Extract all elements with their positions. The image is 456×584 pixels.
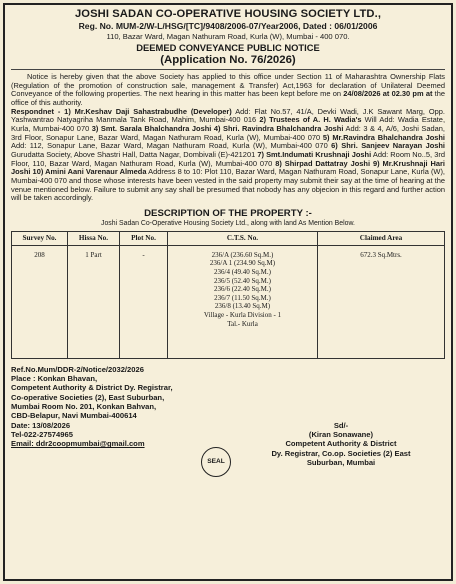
room-line: Mumbai Room No. 201, Konkan Bahvan, bbox=[11, 402, 157, 412]
respondent-5-address: Add: 112, Sonapur Lane, Bazar Ward, Magan Nathuram Road, Kurla (W), Mumbai-400 070 bbox=[11, 141, 332, 151]
belapur-line: CBD-Belapur, Navi Mumbai-400614 bbox=[11, 411, 137, 421]
cts-line: 236/4 (49.40 Sq.M.) bbox=[214, 268, 271, 277]
respondent-1: Respondnet - 1) Mr.Keshav Daji Sahastrabudhe (Developer) bbox=[11, 106, 232, 116]
signatory-location: Suburban, Mumbai bbox=[306, 458, 376, 468]
respondent-5: 5) Mr.Ravindra Bhalchandra Joshi bbox=[322, 132, 445, 142]
society-name: JOSHI SADAN CO-OPERATIVE HOUSING SOCIETY LTD., bbox=[74, 8, 382, 20]
respondent-6: 6) Shri. Sanjeev Narayan Joshi bbox=[331, 141, 446, 151]
property-title: DESCRIPTION OF THE PROPERTY :- bbox=[144, 207, 312, 219]
cts-line: 236/8 (13.40 Sq.M) bbox=[214, 302, 271, 311]
reference-number: Ref.No.Mum/DDR-2/Notice/2032/2026 bbox=[11, 364, 144, 374]
telephone: Tel-022-27574965 bbox=[11, 429, 73, 439]
society-address: 110, Bazar Ward, Magan Nathuram Road, Kurla (W), Mumbai - 400 070. bbox=[106, 32, 350, 41]
table-row bbox=[12, 245, 445, 358]
cts-line: 236/7 (11.50 Sq.M.) bbox=[214, 293, 271, 302]
col-survey: Survey No. bbox=[12, 231, 68, 245]
intro-text-end: the office of this authority. bbox=[11, 89, 446, 107]
application-number: (Application No. 76/2026) bbox=[160, 54, 296, 66]
cts-village: Village - Kurla Division - 1 bbox=[203, 311, 282, 319]
property-subtitle: Joshi Sadan Co-Operative Housing Society Ltd., along with land As Mention Below. bbox=[101, 219, 355, 227]
cts-line: 236/6 (22.40 Sq.M.) bbox=[214, 285, 271, 294]
cts-line: 236/5 (52.40 Sq.M.) bbox=[214, 276, 271, 285]
respondent-7: 7) Smt.Indumati Krushnaji Joshi bbox=[257, 149, 372, 159]
respondent-8-10-address: Address 8 to 10: Plot 110, Bazar Ward, Magan Nathuram Road, Sonapur Lane, Kurla (W), Mumbai-400 070 and those whose interests have been vested in the said property may submit their say at the time of hearing at the venue mentioned below. Failure to submit any say shall be presumed that nobody has any objecion in this regard and further action will be taken accordingly. bbox=[11, 167, 445, 203]
authority-line: Competent Authority & District Dy. Registrar, bbox=[11, 383, 173, 393]
respondent-3-4: 3) Smt. Sarala Bhalchandra Joshi 4) Shri. Ravindra Bhalchandra Joshi bbox=[91, 123, 344, 133]
signed-mark: Sd/- bbox=[333, 420, 349, 430]
col-cts: C.T.S. No. bbox=[168, 231, 318, 245]
email-link[interactable]: Email: ddr2coopmumbai@gmail.com bbox=[11, 439, 145, 449]
cts-taluka: Tal.- Kurla bbox=[227, 319, 258, 328]
respondent-2: 2) Trustees of A. H. Wadia's bbox=[259, 115, 362, 125]
place: Place : Konkan Bhavan, bbox=[11, 374, 98, 384]
col-area: Claimed Area bbox=[318, 231, 445, 245]
respondent-3-4-address: Add: 3 & 4, A/6, Joshi Sadan, 3rd Floor, Sonapur Lane, Bazar Ward, Magan Nathuram Road, Kurla (W), Mumbai-400 070 bbox=[11, 123, 445, 142]
signatory-office: Dy. Registrar, Co.op. Societies (2) East bbox=[271, 448, 411, 458]
office-details bbox=[11, 365, 243, 449]
cts-line: 236/A 1 (234.90 Sq.M) bbox=[209, 259, 276, 268]
signatory-title: Competent Authority & District bbox=[285, 439, 397, 449]
signature-block bbox=[241, 421, 441, 467]
cell-survey: 208 bbox=[12, 245, 68, 358]
cell-cts bbox=[168, 245, 318, 358]
signatory-name: (Kiran Sonawane) bbox=[308, 430, 374, 440]
public-notice bbox=[3, 3, 453, 581]
cell-area: 672.3 Sq.Mtrs. bbox=[318, 245, 445, 358]
notice-footer bbox=[11, 364, 445, 468]
notice-date: Date: 13/08/2026 bbox=[11, 420, 71, 430]
col-hissa: Hissa No. bbox=[68, 231, 120, 245]
registration-number: Reg. No. MUM-2/W-L/HSG/[TC]/9408/2006-07/Year2006, Dated : 06/01/2006 bbox=[78, 21, 378, 31]
property-table bbox=[11, 231, 445, 359]
cell-hissa: 1 Part bbox=[68, 245, 120, 358]
cts-line: 236/A (236.60 Sq.M.) bbox=[211, 250, 274, 259]
respondent-6-address: Gurudatta Society, Above Shastri Hall, Datta Nagar, Dombivali (E)-421201 bbox=[11, 149, 258, 159]
respondent-2-address: Will Add: Wadia Estate, Kurla, Mumbai-400 070 bbox=[11, 115, 446, 133]
respondent-1-address: Add: Flat No.57, 41/A, Devki Wadi, J.K Sawant Marg, Opp. Yashwantrao Natyagriha Manmala Tank Road, Mahim, Mumbai-400 016 bbox=[11, 106, 445, 125]
hearing-date: 24/08/2026 at 02.30 pm at bbox=[343, 89, 433, 99]
notice-body bbox=[11, 69, 445, 203]
societies-line: Co-operative Societies (2), East Suburban, bbox=[11, 392, 165, 402]
seal-stamp: SEAL bbox=[201, 447, 231, 477]
intro-text: Notice is hereby given that the above Society has applied to this office under Section 11 of Maharashtra Ownership Flats (Regulation of the promotion of construction sale, management & Transfer) Act,1963 for declaration of Unilateral Deemed Conveyance of the following properties. The next hearing in this matter has been kept before me on bbox=[11, 72, 445, 99]
respondent-8-10: 8) Shirpad Dattatray Joshi 9) Mr.Krushnaji Hari Joshi 10) Amini Aani Varenaur Almeda bbox=[11, 158, 445, 177]
table-header-row bbox=[12, 231, 445, 245]
respondent-7-address: Add: Room No..5, 3rd Floor, 110, Bazar Ward, Magan Nathuram Road, Kurla (W), Mumbai-400 070 bbox=[11, 149, 445, 168]
notice-type: DEEMED CONVEYANCE PUBLIC NOTICE bbox=[136, 42, 320, 53]
col-plot: Plot No. bbox=[120, 231, 168, 245]
cell-plot: - bbox=[120, 245, 168, 358]
